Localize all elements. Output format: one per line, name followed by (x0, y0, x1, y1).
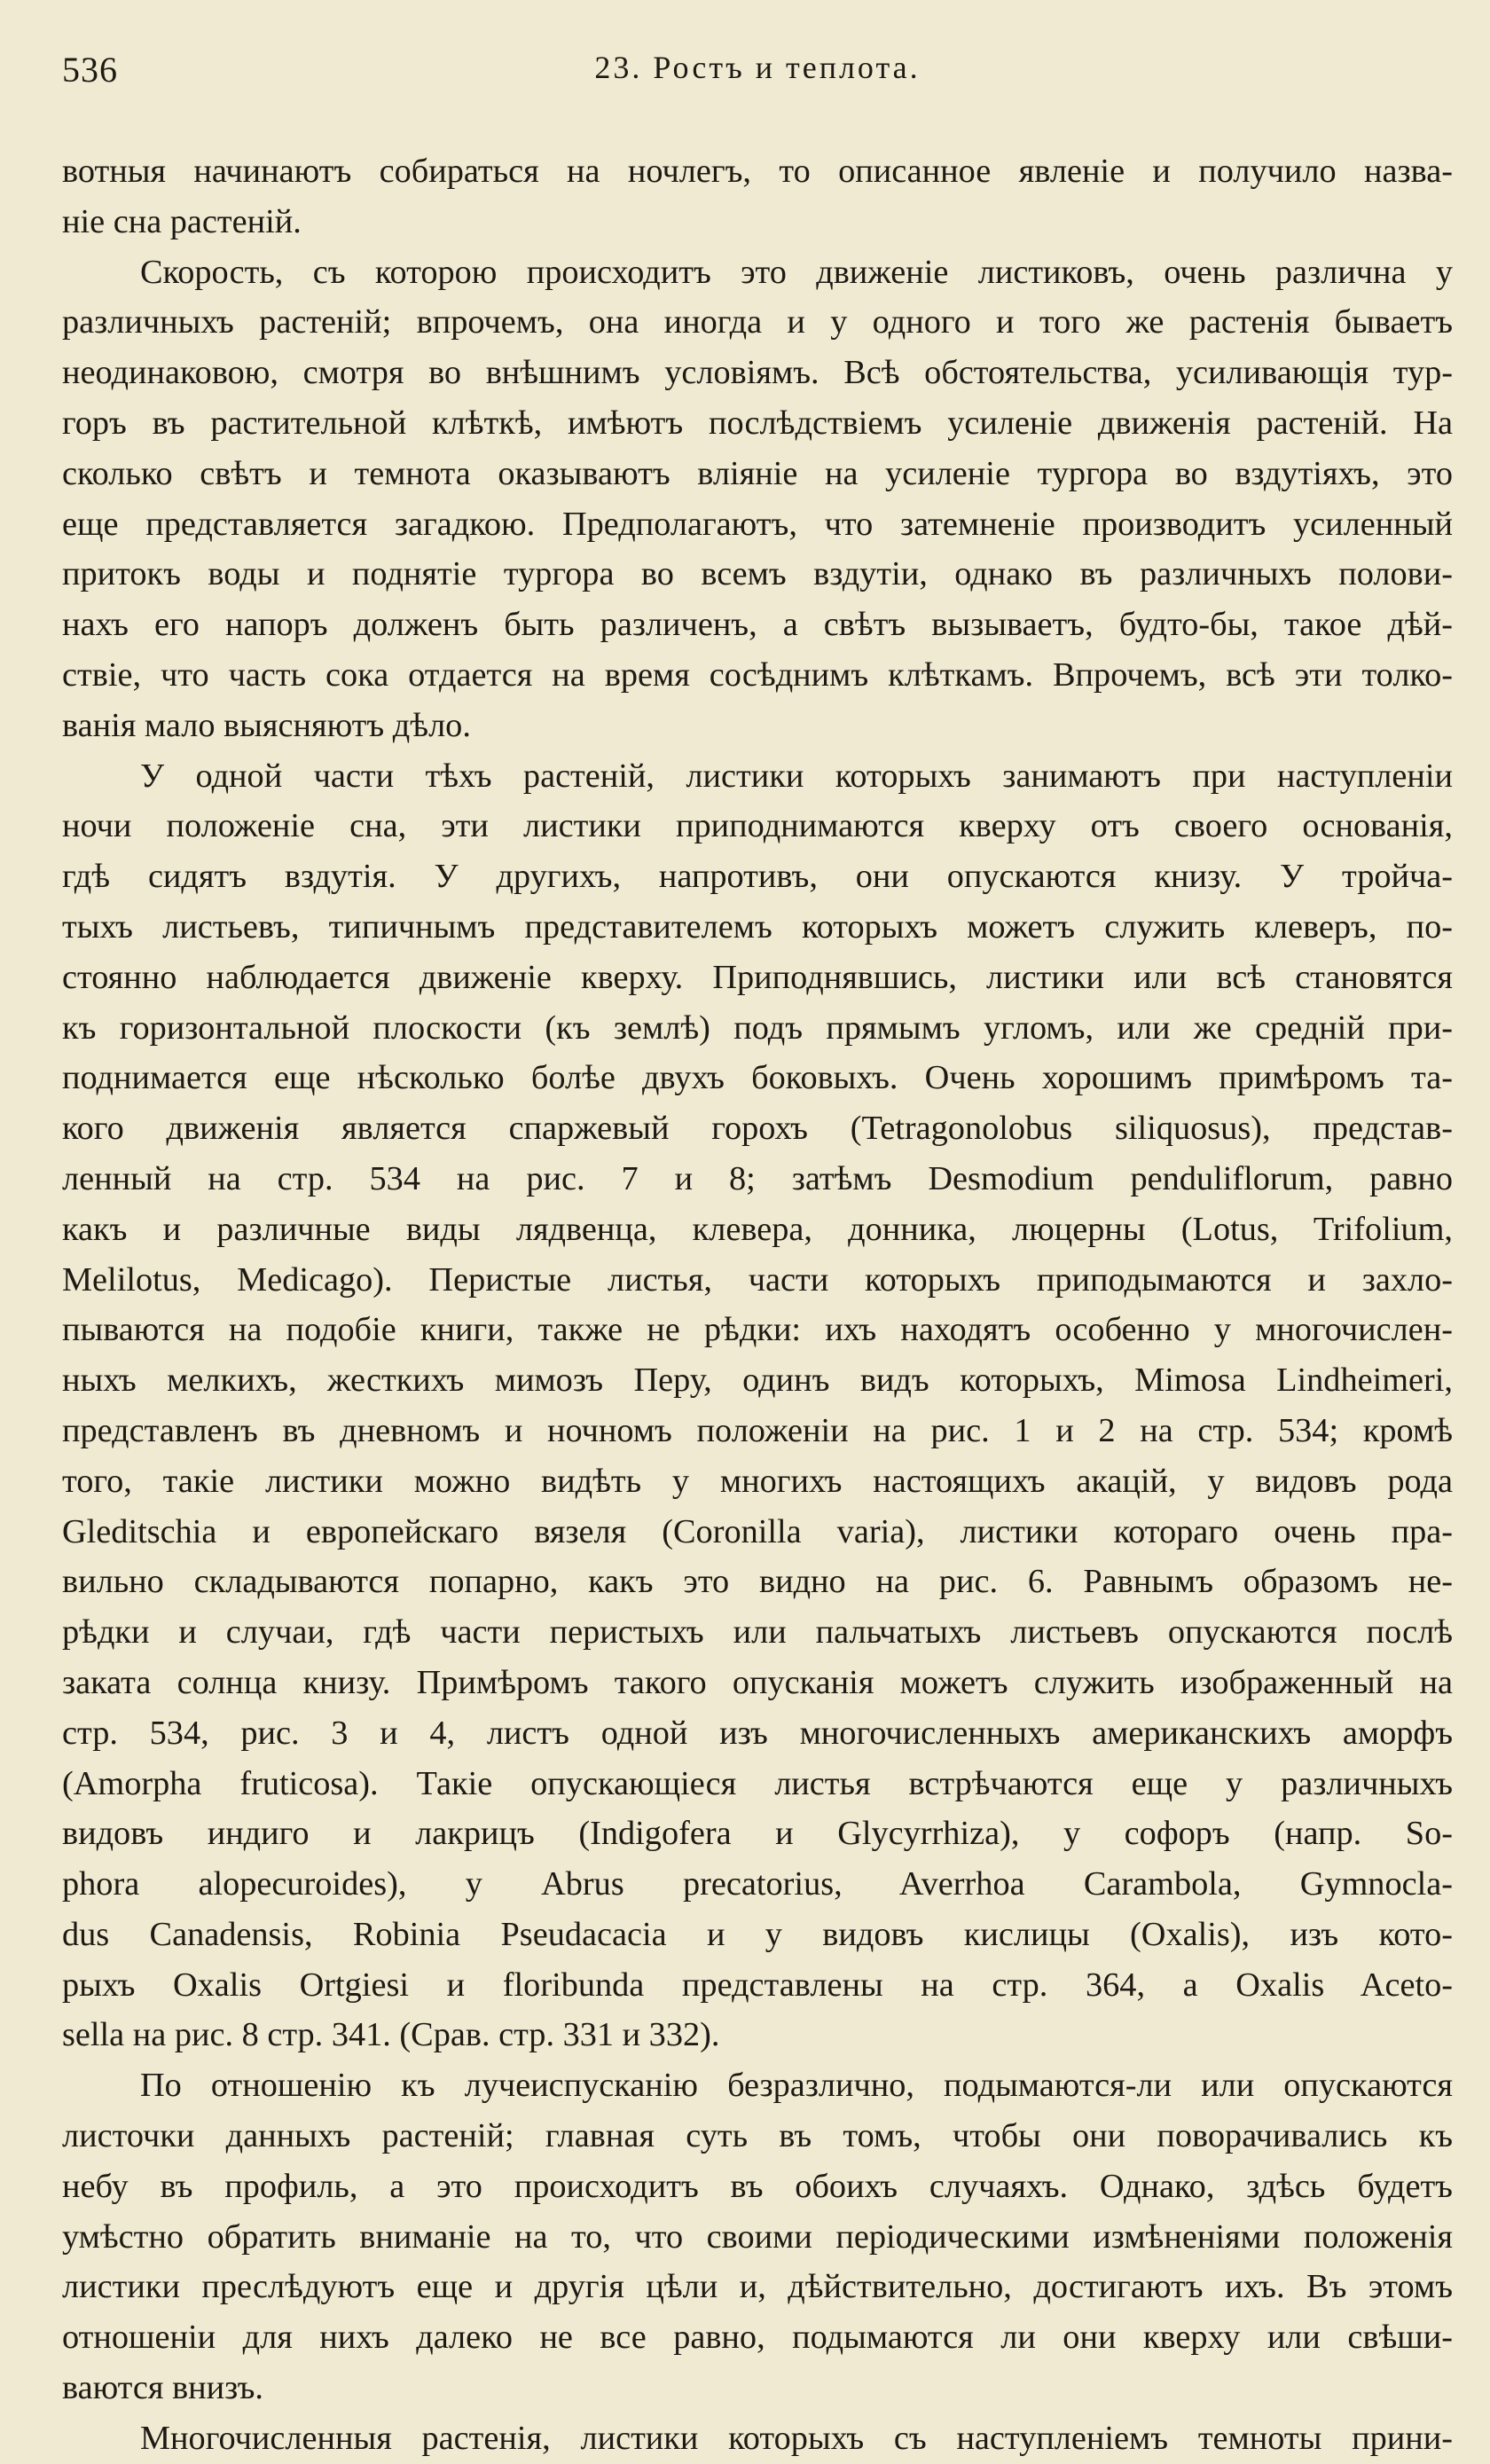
paragraph (62, 751, 1453, 2061)
running-head (62, 49, 1453, 111)
paragraph (62, 146, 1453, 247)
paragraph (62, 2413, 1453, 2464)
text-line: неодинаковою, смотря во внѣшнимъ условіямъ. Всѣ обстоятельства, усиливающія тур- (62, 354, 1453, 392)
text-line: различныхъ растеній; впрочемъ, она иногда и у одного и того же растенія бываетъ (62, 303, 1453, 341)
text-line: притокъ воды и поднятіе тургора во всемъ вздутіи, однако въ различныхъ полови- (62, 555, 1453, 593)
text-line: вильно складываются попарно, какъ это видно на рис. 6. Равнымъ образомъ не- (62, 1563, 1453, 1601)
text-line: сколько свѣтъ и темнота оказываютъ вліяніе на усиленіе тургора во вздутіяхъ, это (62, 454, 1453, 492)
text-line: еще представляется загадкою. Предполагаютъ, что затемненіе производитъ усиленный (62, 505, 1453, 543)
text-line: sella на рис. 8 стр. 341. (Срав. стр. 331 и 332). (62, 2016, 720, 2054)
paragraph (62, 2060, 1453, 2413)
page-number: 536 (62, 50, 118, 90)
text-line: Gleditschia и европейскаго вязеля (Coronilla varia), листики котораго очень пра- (62, 1512, 1453, 1550)
paragraph (62, 247, 1453, 751)
text-line: ванія мало выясняютъ дѣло. (62, 706, 471, 744)
text-line: (Amorpha fruticosa). Такіе опускающіеся листья встрѣчаются еще у различныхъ (62, 1764, 1453, 1802)
text-line: листочки данныхъ растеній; главная суть въ томъ, чтобы они поворачивались къ (62, 2117, 1453, 2155)
text-line: Многочисленныя растенія, листики которыхъ съ наступленіемъ темноты прини- (140, 2419, 1453, 2457)
text-line: какъ и различные виды лядвенца, клевера, донника, люцерны (Lotus, Trifolium, (62, 1210, 1453, 1248)
text-line: ваются внизъ. (62, 2369, 263, 2407)
text-line: тыхъ листьевъ, типичнымъ представителемъ которыхъ можетъ служить клеверъ, по- (62, 907, 1453, 946)
text-line: заката солнца книзу. Примѣромъ такого опусканія можетъ служить изображенный на (62, 1663, 1453, 1701)
text-line: стр. 534, рис. 3 и 4, листъ одной изъ многочисленныхъ американскихъ аморфъ (62, 1714, 1453, 1752)
text-line: поднимается еще нѣсколько болѣе двухъ боковыхъ. Очень хорошимъ примѣромъ та- (62, 1059, 1453, 1097)
text-line: Скорость, съ которою происходитъ это движеніе листиковъ, очень различна у (140, 253, 1453, 291)
text-line: кого движенія является спаржевый горохъ (Tetragonolobus siliquosus), представ- (62, 1110, 1453, 1148)
body-text (62, 146, 1453, 2464)
text-line: По отношенію къ лучеиспусканію безразлично, подымаются-ли или опускаются (140, 2067, 1453, 2105)
text-line: листики преслѣдуютъ еще и другія цѣли и, дѣйствительно, достигаютъ ихъ. Въ этомъ (62, 2268, 1453, 2306)
text-line: того, такіе листики можно видѣть у многихъ настоящихъ акацій, у видовъ рода (62, 1462, 1453, 1500)
text-line: phora alopecuroides), у Abrus precatorius, Averrhoa Carambola, Gymnocla- (62, 1865, 1453, 1903)
text-line: горъ въ растительной клѣткѣ, имѣютъ послѣдствіемъ усиленіе движенія растеній. На (62, 404, 1453, 442)
text-line: ствіе, что часть сока отдается на время сосѣднимъ клѣткамъ. Впрочемъ, всѣ эти толко- (62, 655, 1453, 694)
text-line: рыхъ Oxalis Ortgiesi и floribunda представлены на стр. 364, а Oxalis Aceto- (62, 1966, 1453, 2004)
text-line: рѣдки и случаи, гдѣ части перистыхъ или пальчатыхъ листьевъ опускаются послѣ (62, 1613, 1453, 1652)
text-line: dus Canadensis, Robinia Pseudacacia и у видовъ кислицы (Oxalis), изъ кото- (62, 1915, 1453, 1953)
text-line: ныхъ мелкихъ, жесткихъ мимозъ Перу, одинъ видъ которыхъ, Mimosa Lindheimeri, (62, 1361, 1453, 1400)
text-line: ленный на стр. 534 на рис. 7 и 8; затѣмъ Desmodium penduliflorum, равно (62, 1159, 1453, 1197)
text-line: пываются на подобіе книги, также не рѣдки: ихъ находятъ особенно у многочислен- (62, 1311, 1453, 1349)
text-line: умѣстно обратить вниманіе на то, что своими періодическими измѣненіями положенія (62, 2217, 1453, 2256)
text-line: небу въ профиль, а это происходитъ въ обоихъ случаяхъ. Однако, здѣсь будетъ (62, 2167, 1453, 2205)
text-line: Melilotus, Medicago). Перистые листья, части которыхъ приподымаются и захло- (62, 1260, 1453, 1299)
text-line: нахъ его напоръ долженъ быть различенъ, а свѣтъ вызываетъ, будто-бы, такое дѣй- (62, 606, 1453, 644)
text-line: У одной части тѣхъ растеній, листики которыхъ занимаютъ при наступленіи (140, 757, 1453, 795)
text-line: видовъ индиго и лакрицъ (Indigofera и Glycyrrhiza), у софоръ (напр. So- (62, 1815, 1453, 1853)
text-line: ночи положеніе сна, эти листики приподнимаются кверху отъ своего основанія, (62, 807, 1453, 845)
text-line: гдѣ сидятъ вздутія. У другихъ, напротивъ, они опускаются книзу. У тройча- (62, 858, 1453, 896)
text-line: представленъ въ дневномъ и ночномъ положеніи на рис. 1 и 2 на стр. 534; кромѣ (62, 1411, 1453, 1449)
text-line: стоянно наблюдается движеніе кверху. Приподнявшись, листики или всѣ становятся (62, 958, 1453, 996)
text-line: отношеніи для нихъ далеко не все равно, подымаются ли они кверху или свѣши- (62, 2319, 1453, 2357)
running-title: 23. Ростъ и теплота. (594, 50, 921, 85)
text-line: ніе сна растеній. (62, 202, 302, 240)
text-line: къ горизонтальной плоскости (къ землѣ) подъ прямымъ угломъ, или же средній при- (62, 1008, 1453, 1047)
text-line: вотныя начинаютъ собираться на ночлегъ, то описанное явленіе и получило назва- (62, 153, 1453, 190)
